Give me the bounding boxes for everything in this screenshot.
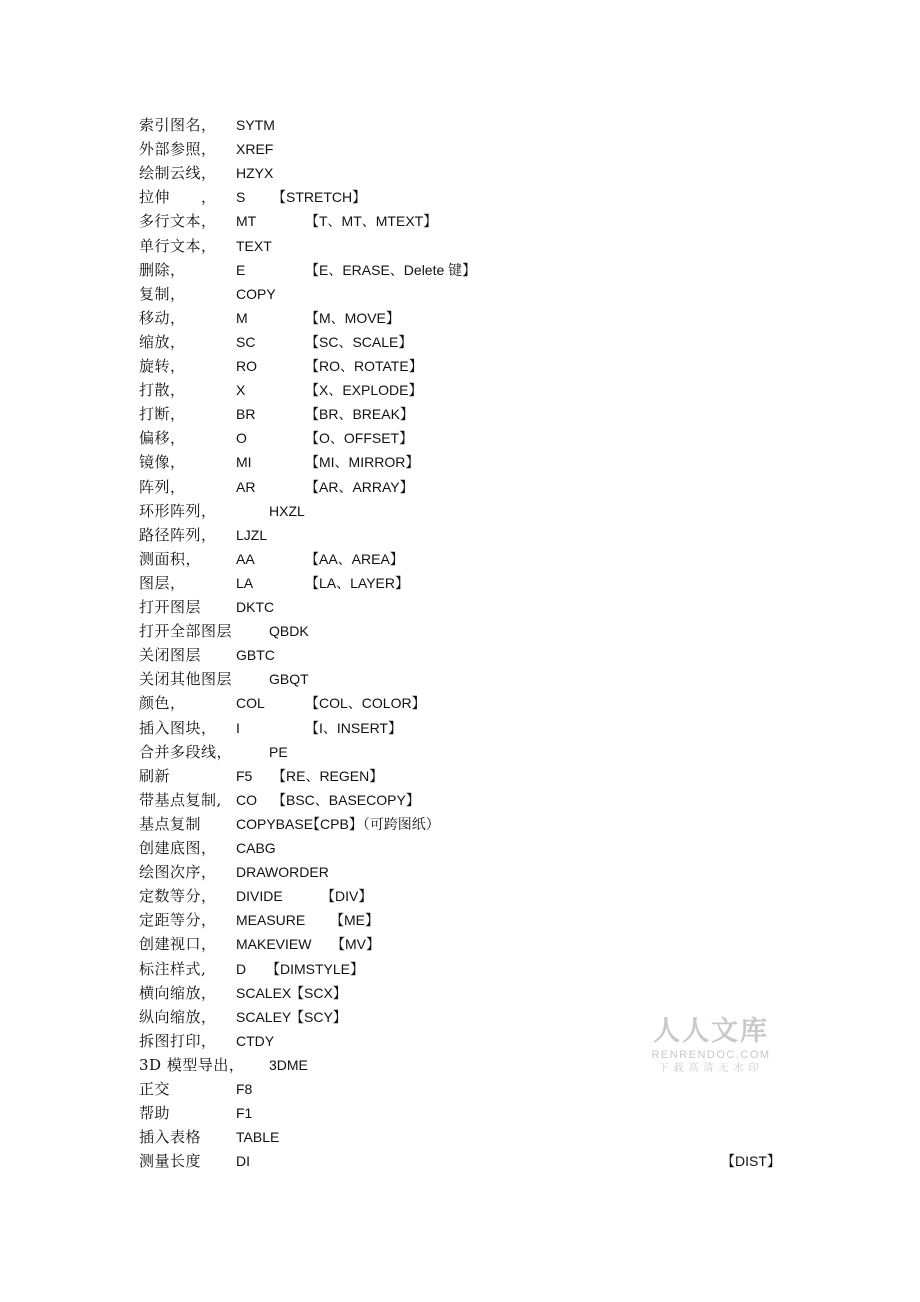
command-shortcut: TABLE <box>236 1129 280 1146</box>
command-name: 拆图打印， <box>139 1031 217 1050</box>
command-shortcut: GBTC <box>236 647 275 664</box>
command-shortcut: HXZL <box>269 502 305 519</box>
command-name: 测量长度 <box>139 1152 202 1171</box>
command-alias: 【MV】 <box>331 936 380 953</box>
command-shortcut: COPY <box>236 285 276 302</box>
command-alias: 【DIMSTYLE】 <box>266 960 365 977</box>
command-alias: 【AA、AREA】 <box>305 550 404 567</box>
command-name: 镜像， <box>139 453 186 472</box>
command-shortcut: F5 <box>236 767 253 784</box>
command-shortcut: AA <box>236 550 255 567</box>
command-shortcut: LJZL <box>236 526 268 543</box>
command-name: 基点复制 <box>139 814 202 833</box>
command-shortcut: MAKEVIEW <box>236 936 312 953</box>
command-alias: 【DIST】 <box>721 1153 781 1170</box>
command-name: 标注样式, <box>139 959 207 978</box>
command-shortcut: SC <box>236 333 256 350</box>
command-alias: 【CPB】（可跨图纸） <box>306 815 440 832</box>
command-shortcut: TEXT <box>236 237 272 254</box>
command-name: 定数等分， <box>139 887 217 906</box>
command-shortcut: DIVIDE <box>236 888 283 905</box>
command-name: 打开全部图层 <box>139 622 233 641</box>
command-name: 插入表格 <box>139 1128 202 1147</box>
command-alias: 【I、INSERT】 <box>305 719 402 736</box>
command-name: 偏移， <box>139 429 186 448</box>
watermark <box>646 1016 776 1076</box>
command-shortcut: MEASURE <box>236 912 306 929</box>
command-name: 删除， <box>139 260 186 279</box>
command-name: 打断， <box>139 405 186 424</box>
command-shortcut: M <box>236 309 248 326</box>
command-shortcut: D <box>236 960 247 977</box>
command-alias: 【E、ERASE、Delete 键】 <box>305 261 477 278</box>
command-alias: 【BR、BREAK】 <box>305 406 414 423</box>
command-name: 多行文本， <box>139 212 217 231</box>
command-shortcut: 3DME <box>269 1056 308 1073</box>
command-alias: 【LA、LAYER】 <box>305 574 409 591</box>
command-shortcut: F8 <box>236 1081 253 1097</box>
command-alias: 【AR、ARRAY】 <box>305 478 414 495</box>
command-shortcut: I <box>236 719 240 736</box>
command-alias: 【X、EXPLODE】 <box>305 382 423 399</box>
command-shortcut: MT <box>236 213 257 230</box>
command-shortcut: S <box>236 189 246 206</box>
command-shortcut: DI <box>236 1153 250 1170</box>
command-name: 打开图层 <box>139 598 202 616</box>
command-name: 打散， <box>139 381 186 400</box>
command-name: 插入图块， <box>139 718 217 737</box>
command-shortcut: RO <box>236 358 257 374</box>
command-name: 测面积， <box>139 549 202 568</box>
command-name: 复制， <box>139 284 186 303</box>
watermark-url: RENRENDOC.COM <box>651 1049 771 1061</box>
command-name: 旋转， <box>139 357 186 375</box>
command-name: 横向缩放， <box>139 983 217 1002</box>
command-alias: 【STRETCH】 <box>272 189 367 206</box>
command-alias: 【MI、MIRROR】 <box>305 454 420 471</box>
command-alias: 【COL、COLOR】 <box>305 695 426 712</box>
command-shortcut: QBDK <box>269 623 309 640</box>
command-shortcut: GBQT <box>269 671 309 688</box>
command-name: 3D 模型导出， <box>139 1055 245 1074</box>
command-alias: 【T、MT、MTEXT】 <box>305 213 438 230</box>
command-shortcut: E <box>236 261 246 278</box>
watermark-subtitle: 下载高清无水印 <box>658 1063 764 1074</box>
command-shortcut: X <box>236 382 246 399</box>
command-name: 索引图名， <box>139 116 217 134</box>
command-alias: 【RE、REGEN】 <box>272 767 384 784</box>
command-shortcut: MI <box>236 454 252 471</box>
command-shortcut: CTDY <box>236 1032 275 1049</box>
command-name: 创建视口， <box>139 935 217 954</box>
watermark-title: 人人文库 <box>653 1016 769 1047</box>
command-alias: 【SC、SCALE】 <box>305 333 413 350</box>
command-name: 路径阵列， <box>139 525 217 544</box>
command-shortcut: XREF <box>236 141 274 158</box>
command-alias: 【BSC、BASECOPY】 <box>272 791 420 808</box>
command-alias: 【SCX】 <box>290 984 347 1001</box>
command-name: 绘图次序， <box>139 863 217 882</box>
command-alias: 【RO、ROTATE】 <box>305 358 423 374</box>
command-name: 环形阵列， <box>139 501 217 520</box>
command-shortcut: SCALEY <box>236 1008 292 1025</box>
command-shortcut: COPYBASE <box>236 815 314 832</box>
command-name: 纵向缩放， <box>139 1007 217 1026</box>
command-shortcut: SYTM <box>236 117 275 133</box>
command-name: 定距等分， <box>139 911 217 930</box>
command-shortcut: O <box>236 430 247 447</box>
command-name: 颜色， <box>139 694 186 713</box>
command-name: 移动， <box>139 308 186 327</box>
command-name: 正交 <box>139 1080 171 1098</box>
command-shortcut: DRAWORDER <box>236 864 329 881</box>
command-shortcut: CABG <box>236 840 276 856</box>
command-alias: 【DIV】 <box>321 888 373 905</box>
command-name: 合并多段线， <box>139 742 233 761</box>
command-name: 关闭图层 <box>139 646 202 665</box>
command-alias: 【O、OFFSET】 <box>305 430 414 447</box>
command-name: 刷新 <box>139 766 171 785</box>
command-name: 创建底图， <box>139 839 217 857</box>
command-name: 外部参照， <box>139 140 217 159</box>
command-name: 关闭其他图层 <box>139 670 233 689</box>
command-shortcut: HZYX <box>236 165 274 182</box>
command-name: 带基点复制, <box>139 790 222 809</box>
command-shortcut: CO <box>236 791 257 808</box>
command-shortcut: DKTC <box>236 599 275 615</box>
command-name: 阵列， <box>139 477 186 496</box>
command-name: 单行文本， <box>139 236 217 255</box>
command-shortcut: PE <box>269 743 288 760</box>
command-name: 绘制云线， <box>139 164 217 183</box>
command-shortcut: AR <box>236 478 256 495</box>
command-alias: 【ME】 <box>330 912 379 929</box>
command-name: 拉伸 ， <box>139 188 217 207</box>
command-name: 缩放， <box>139 332 186 351</box>
command-shortcut: LA <box>236 574 254 591</box>
command-shortcut: SCALEX <box>236 984 292 1001</box>
command-shortcut: BR <box>236 406 256 423</box>
command-shortcut: COL <box>236 695 265 712</box>
command-name: 帮助 <box>139 1104 171 1123</box>
command-shortcut: F1 <box>236 1105 253 1122</box>
command-name: 图层， <box>139 573 186 592</box>
command-alias: 【M、MOVE】 <box>305 309 400 326</box>
command-alias: 【SCY】 <box>290 1008 347 1025</box>
